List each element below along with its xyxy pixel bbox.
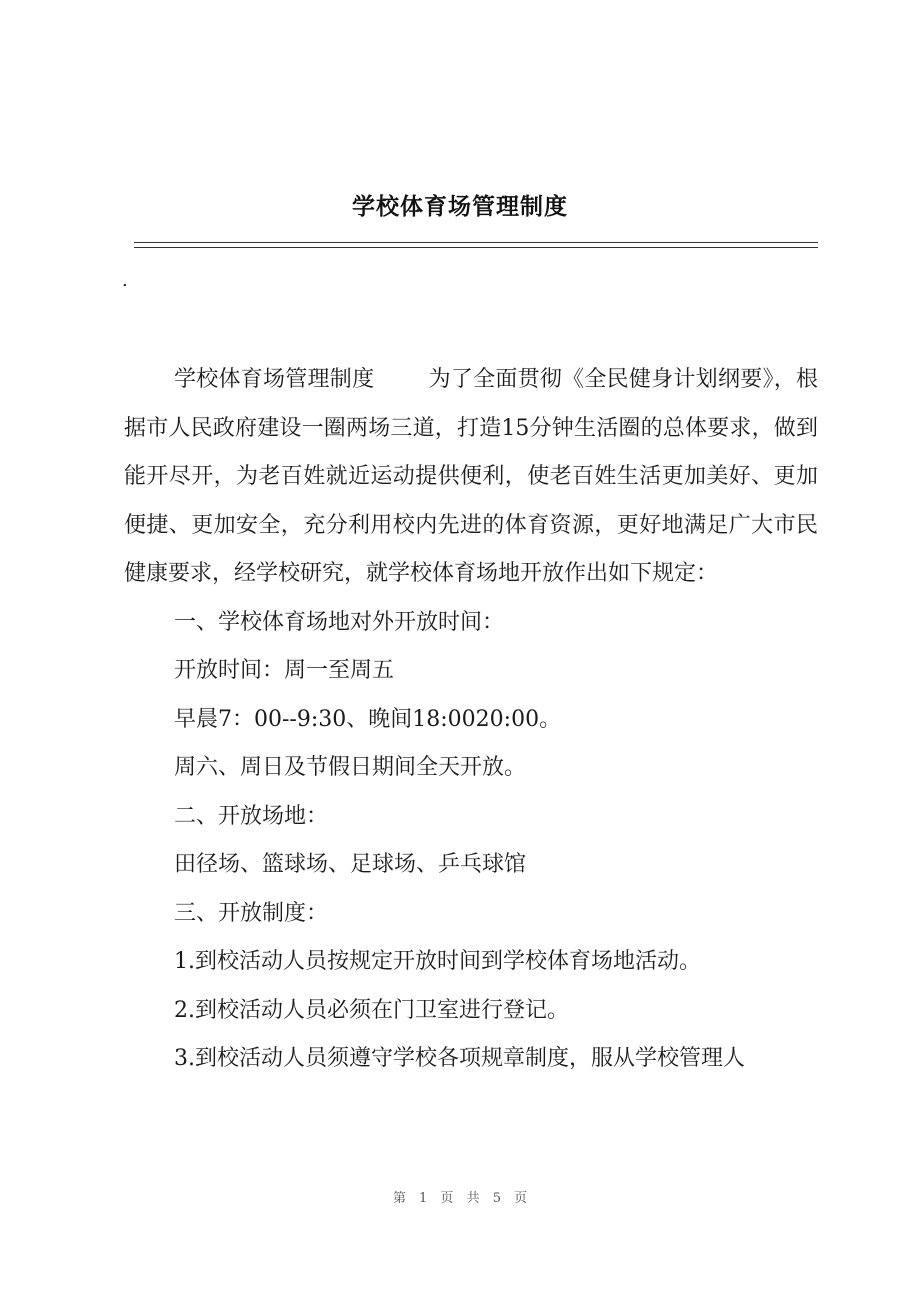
rule-item-3: 3.到校活动人员须遵守学校各项规章制度，服从学校管理人 [174,1046,745,1071]
title-divider [134,242,818,248]
document-title: 学校体育场管理制度 [352,194,568,220]
section-3-heading: 三、开放制度： [174,900,329,926]
document-body [124,356,818,1084]
section-1-heading: 一、学校体育场地对外开放时间： [174,609,505,635]
open-hours-line: 早晨7：00--9:30、晚间18:0020:00。 [174,706,562,732]
intro-heading: 学校体育场管理制度 [174,367,375,392]
rule-item-2: 2.到校活动人员必须在门卫室进行登记。 [174,997,569,1023]
weekend-line: 周六、周日及节假日期间全天开放。 [174,755,527,780]
open-days-line: 开放时间：周一至周五 [174,658,395,683]
marker-dot: . [122,270,128,291]
intro-paragraph [124,356,818,599]
intro-body: 为了全面贯彻《全民健身计划纲要》，根据市人民政府建设一圈两场三道，打造15分钟生活圈的总体要求，做到能开尽开，为老百姓就近运动提供便利，使老百姓生活更加美好、更加便捷、更加安全，充分利用校内先进的体育资源，更好地满足广大市民健康要求，经学校研究，就学校体育场地开放作出如下规定： [124,367,818,586]
section-2-heading: 二、开放场地： [174,803,329,829]
page-footer: 第 1 页 共 5 页 [392,1191,528,1206]
rule-item-1: 1.到校活动人员按规定开放时间到学校体育场地活动。 [174,949,701,974]
venues-line: 田径场、篮球场、足球场、乒乓球馆 [174,852,527,877]
